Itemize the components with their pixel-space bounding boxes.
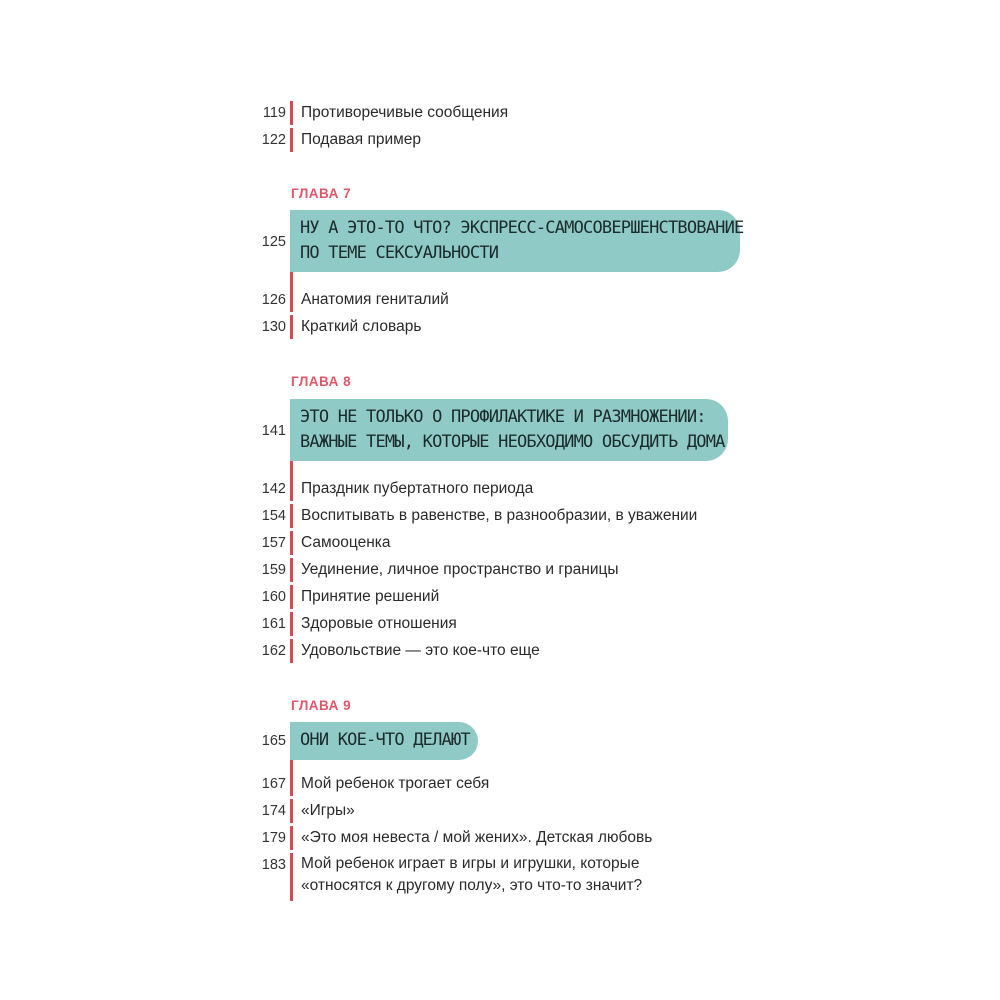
chapter-7-label: ГЛАВА 7 (291, 186, 352, 201)
entry-marker (290, 799, 293, 823)
entry-marker (290, 531, 293, 555)
page-number: 125 (261, 234, 286, 250)
entry-marker (290, 853, 293, 901)
entry-title: Самооценка (301, 534, 391, 551)
entry-title: Здоровые отношения (301, 615, 457, 632)
entry-marker (290, 504, 293, 528)
toc-entry[interactable] (0, 128, 1000, 156)
page-number: 126 (261, 292, 286, 308)
entry-marker (290, 826, 293, 850)
entry-title: «Это моя невеста / мой жених». Детская любовь (301, 829, 653, 846)
toc-entry[interactable] (0, 315, 1000, 343)
toc-entry[interactable] (0, 772, 1000, 800)
toc-entry[interactable] (0, 477, 1000, 505)
page-number: 130 (261, 319, 286, 335)
toc-entry[interactable] (0, 826, 1000, 854)
page-number: 122 (261, 132, 286, 148)
entry-title: Анатомия гениталий (301, 291, 449, 308)
entry-title: Мой ребенок трогает себя (301, 775, 490, 792)
entry-title (301, 853, 642, 897)
page-number: 161 (261, 616, 286, 632)
page-number: 142 (261, 481, 286, 497)
entry-title-line: Мой ребенок играет в игры и игрушки, которые (301, 855, 640, 872)
entry-title: Принятие решений (301, 588, 440, 605)
entry-marker (290, 585, 293, 609)
chapter-title-line: ЭТО НЕ ТОЛЬКО О ПРОФИЛАКТИКЕ И РАЗМНОЖЕНИИ: (300, 407, 706, 427)
chapter-title-box (290, 399, 728, 461)
entry-marker (290, 639, 293, 663)
toc-entry[interactable] (0, 612, 1000, 640)
toc-entry[interactable] (0, 531, 1000, 559)
entry-marker (290, 612, 293, 636)
chapter-title-line: ПО ТЕМЕ СЕКСУАЛЬНОСТИ (300, 243, 499, 263)
page-number: 174 (261, 803, 286, 819)
entry-title: Противоречивые сообщения (301, 104, 509, 121)
toc-entry[interactable] (0, 585, 1000, 613)
entry-title: Уединение, личное пространство и границы (301, 561, 619, 578)
entry-marker (290, 477, 293, 501)
chapter-title-box (290, 722, 478, 760)
chapter-title-line: ВАЖНЫЕ ТЕМЫ, КОТОРЫЕ НЕОБХОДИМО ОБСУДИТЬ ДОМА (300, 432, 725, 452)
page-number: 183 (261, 857, 286, 873)
entry-title: Воспитывать в равенстве, в разнообразии, в уважении (301, 507, 698, 524)
entry-title: Подавая пример (301, 131, 422, 148)
toc-entry[interactable] (0, 853, 1000, 905)
entry-title-line: «относятся к другому полу», это что-то значит? (301, 877, 643, 894)
page-number: 160 (261, 589, 286, 605)
entry-marker (290, 772, 293, 796)
page-number: 179 (261, 830, 286, 846)
entry-title: Удовольствие — это кое-что еще (301, 642, 540, 659)
page-number: 165 (261, 733, 286, 749)
entry-marker (290, 315, 293, 339)
toc-entry[interactable] (0, 639, 1000, 667)
toc-entry[interactable] (0, 799, 1000, 827)
page-number: 167 (261, 776, 286, 792)
entry-marker (290, 101, 293, 125)
entry-title: «Игры» (301, 802, 355, 819)
entry-title: Праздник пубертатного периода (301, 480, 534, 497)
chapter-9-label: ГЛАВА 9 (291, 698, 352, 713)
chapter-title-line: НУ А ЭТО-ТО ЧТО? ЭКСПРЕСС-САМОСОВЕРШЕНСТВОВАНИЕ (300, 218, 744, 238)
chapter-title-box (290, 210, 744, 272)
toc-entry[interactable] (0, 288, 1000, 316)
entry-title: Краткий словарь (301, 318, 422, 335)
chapter-8-label: ГЛАВА 8 (291, 374, 352, 389)
entry-marker (290, 558, 293, 582)
page-number: 154 (261, 508, 286, 524)
toc-entry[interactable] (0, 558, 1000, 586)
page-number: 141 (261, 423, 286, 439)
entry-marker (290, 288, 293, 312)
toc-entry[interactable] (0, 101, 1000, 129)
page-number: 159 (261, 562, 286, 578)
page-number: 119 (262, 105, 286, 121)
entry-marker (290, 128, 293, 152)
toc-entry[interactable] (0, 504, 1000, 532)
chapter-title-line: ОНИ КОЕ-ЧТО ДЕЛАЮТ (300, 730, 470, 750)
page-number: 162 (261, 643, 286, 659)
page-number: 157 (261, 535, 286, 551)
